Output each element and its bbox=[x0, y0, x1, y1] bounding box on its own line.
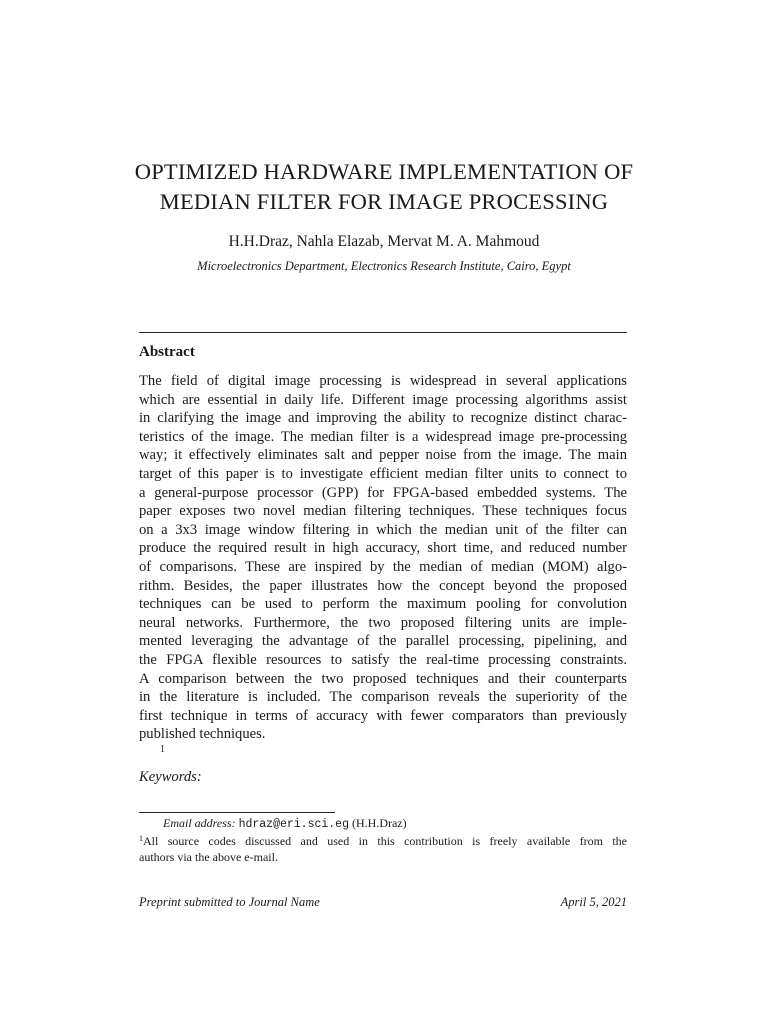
abstract-top-rule bbox=[139, 332, 627, 333]
email-owner: (H.H.Draz) bbox=[351, 816, 407, 830]
footnote-mark: 1 bbox=[139, 834, 143, 843]
abstract-line: a general-purpose processor (GPP) for FPGA-based embedded systems. The bbox=[139, 484, 627, 501]
footnote-line-2: authors via the above e-mail. bbox=[139, 850, 278, 864]
abstract-line: first technique in terms of accuracy with fewer comparators than previously bbox=[139, 707, 627, 724]
abstract-line: A comparison between the two proposed techniques and their counterparts bbox=[139, 670, 627, 687]
abstract-footnote-mark: 1 bbox=[160, 744, 165, 755]
email-address-link[interactable]: hdraz@eri.sci.eg bbox=[238, 818, 349, 831]
abstract-line: rithm. Besides, the paper illustrates how the concept beyond the proposed bbox=[139, 577, 627, 594]
preprint-date: April 5, 2021 bbox=[560, 895, 627, 909]
abstract-heading: Abstract bbox=[139, 344, 195, 360]
abstract-body bbox=[139, 372, 627, 744]
abstract-line: the FPGA flexible resources to satisfy the real-time processing constraints. bbox=[139, 651, 627, 668]
preprint-notice: Preprint submitted to Journal Name bbox=[139, 895, 320, 909]
title-line-1: OPTIMIZED HARDWARE IMPLEMENTATION OF bbox=[134, 159, 634, 184]
footnote-rule bbox=[139, 812, 335, 813]
abstract-line: on a 3x3 image window filtering in which the median unit of the filter can bbox=[139, 521, 627, 538]
author-list: H.H.Draz, Nahla Elazab, Mervat M. A. Mahmoud bbox=[228, 233, 540, 250]
abstract-line: The field of digital image processing is widespread in several applications bbox=[139, 373, 627, 389]
affiliation: Microelectronics Department, Electronics Research Institute, Cairo, Egypt bbox=[197, 259, 571, 273]
email-label: Email address: bbox=[163, 816, 236, 830]
abstract-line: teristics of the image. The median filter is a widespread image pre-processing bbox=[139, 428, 627, 445]
abstract-line: target of this paper is to investigate efficient median filter units to connect to bbox=[139, 465, 627, 482]
abstract-line: neural networks. Furthermore, the two proposed filtering units are imple- bbox=[139, 614, 627, 631]
keywords-label: Keywords: bbox=[139, 769, 202, 785]
source-code-footnote bbox=[139, 831, 627, 865]
abstract-line: of comparisons. These are inspired by the median of median (MOM) algo- bbox=[139, 558, 627, 575]
abstract-line: mented leveraging the advantage of the parallel processing, pipelining, and bbox=[139, 633, 627, 650]
abstract-line: paper exposes two novel median filtering techniques. These techniques focus bbox=[139, 503, 627, 520]
abstract-line: in the literature is included. The comparison reveals the superiority of the bbox=[139, 689, 627, 706]
title-line-2: MEDIAN FILTER FOR IMAGE PROCESSING bbox=[159, 189, 609, 214]
abstract-line: produce the required result in high accuracy, short time, and reduced number bbox=[139, 540, 627, 557]
footnote-line bbox=[139, 831, 627, 849]
abstract-line: way; it effectively eliminates salt and pepper noise from the image. The main bbox=[139, 447, 627, 464]
footnote-line-1: All source codes discussed and used in this contribution is freely available from the bbox=[143, 834, 627, 848]
abstract-line: which are essential in daily life. Different image processing algorithms assist bbox=[139, 391, 627, 408]
abstract-line: in clarifying the image and improving the ability to recognize distinct charac- bbox=[139, 410, 627, 427]
abstract-line: published techniques. bbox=[139, 726, 266, 743]
abstract-line: techniques can be used to perform the maximum pooling for convolution bbox=[139, 596, 627, 613]
paper-title bbox=[90, 157, 678, 217]
